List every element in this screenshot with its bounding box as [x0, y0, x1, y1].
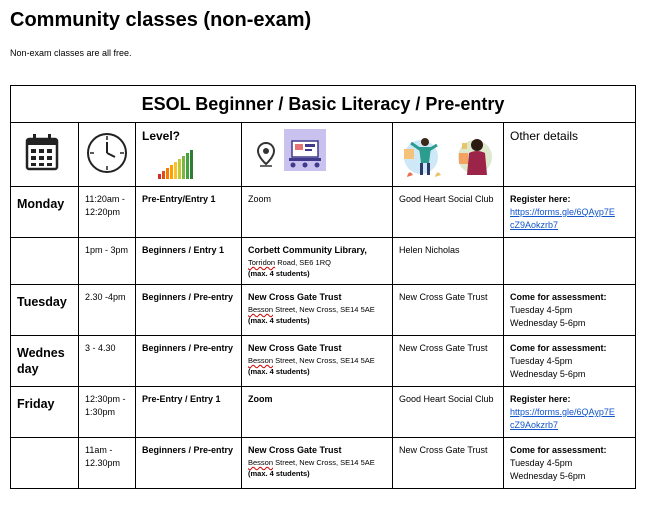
teacher-cell: New Cross Gate Trust	[393, 438, 504, 489]
venue-cell	[242, 285, 393, 336]
other-label: Come for assessment:	[510, 292, 607, 302]
venue-cell	[242, 387, 393, 438]
venue-name: Zoom	[248, 194, 272, 204]
page-subtitle: Non-exam classes are all free.	[10, 48, 132, 58]
address-rest: Street, New Cross, SE14 5AE	[273, 356, 375, 365]
teacher-cell: Good Heart Social Club	[393, 387, 504, 438]
class-capacity: (max. 4 students)	[248, 316, 310, 325]
page-title: Community classes (non-exam)	[10, 9, 312, 31]
address-street: Torridon	[248, 258, 276, 267]
table-row	[11, 285, 636, 336]
other-cell	[504, 336, 636, 387]
table-row	[11, 238, 636, 285]
day-cell: Tuesday	[11, 285, 79, 336]
address-street: Besson	[248, 305, 274, 314]
level-header-label: Level?	[142, 129, 181, 143]
address-rest: Street, New Cross, SE14 5AE	[273, 458, 375, 467]
day-cell: Monday	[11, 187, 79, 238]
other-label: Come for assessment:	[510, 445, 607, 455]
clock-icon	[85, 131, 129, 175]
calendar-icon	[25, 133, 59, 171]
time-cell: 12:30pm - 1:30pm	[79, 387, 136, 438]
level-cell: Beginners / Pre-entry	[136, 438, 242, 489]
other-label: Register here:	[510, 194, 571, 204]
venue-name: New Cross Gate Trust	[248, 292, 342, 302]
header-day	[11, 123, 79, 187]
address-rest: Street, New Cross, SE14 5AE	[273, 305, 375, 314]
level-cell: Pre-Entry/Entry 1	[136, 187, 242, 238]
venue-address	[248, 257, 389, 268]
teacher-cell: Helen Nicholas	[393, 238, 504, 285]
level-cell: Pre-Entry / Entry 1	[136, 387, 242, 438]
day-part1: Wednes	[17, 346, 65, 360]
register-link-part1[interactable]: https://forms.gle/6QAyp7E	[510, 407, 615, 417]
address-street: Besson	[248, 458, 274, 467]
day-cell	[11, 336, 79, 387]
time-cell: 11am - 12.30pm	[79, 438, 136, 489]
assessment-time-2: Wednesday 5-6pm	[510, 369, 586, 379]
venue-name: Zoom	[248, 394, 273, 404]
address-street: Besson	[248, 356, 274, 365]
table-row	[11, 387, 636, 438]
level-cell: Beginners / Pre-entry	[136, 336, 242, 387]
venue-address	[248, 457, 389, 468]
assessment-time-2: Wednesday 5-6pm	[510, 471, 586, 481]
table-row	[11, 336, 636, 387]
venue-cell	[242, 336, 393, 387]
register-link[interactable]	[510, 406, 632, 432]
header-location	[242, 123, 393, 187]
venue-address	[248, 355, 389, 366]
other-cell	[504, 187, 636, 238]
table-row	[11, 187, 636, 238]
day-cell: Friday	[11, 387, 79, 438]
other-cell	[504, 285, 636, 336]
assessment-time-2: Wednesday 5-6pm	[510, 318, 586, 328]
assessment-time-1: Tuesday 4-5pm	[510, 356, 573, 366]
header-teacher	[393, 123, 504, 187]
header-level	[136, 123, 242, 187]
level-bars-icon	[158, 147, 198, 179]
venue-name: Corbett Community Library,	[248, 245, 367, 255]
other-label: Come for assessment:	[510, 343, 607, 353]
class-capacity: (max. 4 students)	[248, 469, 310, 478]
venue-cell	[242, 438, 393, 489]
venue-address	[248, 304, 389, 315]
header-time	[79, 123, 136, 187]
header-row	[11, 123, 636, 187]
venue-cell	[242, 238, 393, 285]
online-class-icon	[284, 129, 326, 171]
time-cell: 1pm - 3pm	[79, 238, 136, 285]
table-row	[11, 438, 636, 489]
assessment-time-1: Tuesday 4-5pm	[510, 458, 573, 468]
other-header-label: Other details	[510, 129, 579, 143]
day-part2: day	[17, 362, 39, 376]
class-capacity: (max. 4 students)	[248, 269, 310, 278]
other-label: Register here:	[510, 394, 571, 404]
class-capacity: (max. 4 students)	[248, 367, 310, 376]
address-rest: Road, SE6 1RQ	[275, 258, 331, 267]
time-cell: 11:20am - 12:20pm	[79, 187, 136, 238]
day-cell	[11, 438, 79, 489]
other-cell	[504, 238, 636, 285]
other-cell	[504, 438, 636, 489]
level-cell: Beginners / Pre-entry	[136, 285, 242, 336]
table-caption: ESOL Beginner / Basic Literacy / Pre-entry	[11, 86, 636, 123]
teacher-icon	[399, 129, 497, 181]
venue-name: New Cross Gate Trust	[248, 343, 342, 353]
venue-cell	[242, 187, 393, 238]
time-cell: 3 - 4.30	[79, 336, 136, 387]
register-link-part2[interactable]: cZ9Aokzrb7	[510, 220, 559, 230]
venue-name: New Cross Gate Trust	[248, 445, 342, 455]
day-cell	[11, 238, 79, 285]
location-icon	[256, 141, 276, 167]
teacher-cell: New Cross Gate Trust	[393, 285, 504, 336]
teacher-cell: Good Heart Social Club	[393, 187, 504, 238]
register-link[interactable]	[510, 206, 632, 232]
register-link-part2[interactable]: cZ9Aokzrb7	[510, 420, 559, 430]
schedule-table	[10, 85, 636, 489]
level-cell: Beginners / Entry 1	[136, 238, 242, 285]
other-cell	[504, 387, 636, 438]
register-link-part1[interactable]: https://forms.gle/6QAyp7E	[510, 207, 615, 217]
header-other	[504, 123, 636, 187]
assessment-time-1: Tuesday 4-5pm	[510, 305, 573, 315]
teacher-cell: New Cross Gate Trust	[393, 336, 504, 387]
time-cell: 2.30 -4pm	[79, 285, 136, 336]
